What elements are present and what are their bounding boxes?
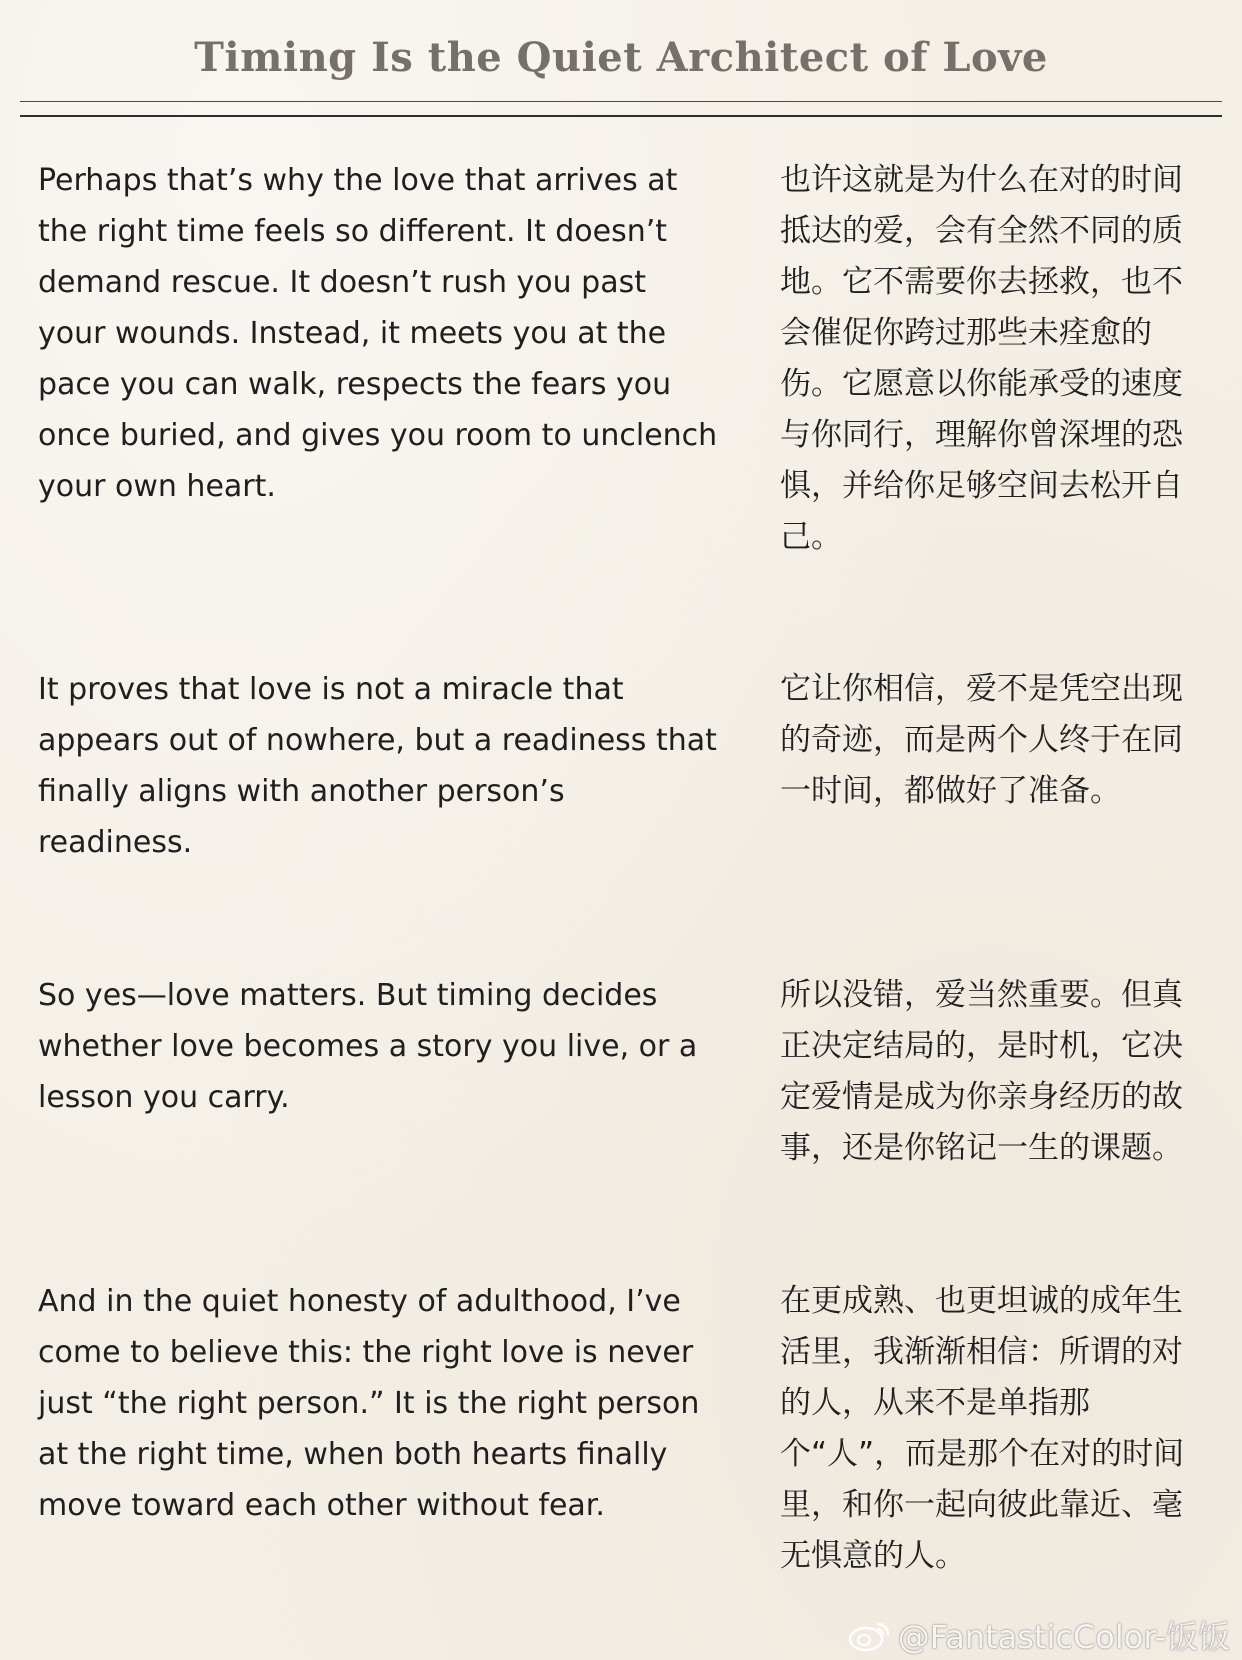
chinese-paragraph-2: 它让你相信，爱不是凭空出现的奇迹，而是两个人终于在同一时间，都做好了准备。 <box>780 671 1183 809</box>
english-paragraph-4: And in the quiet honesty of adulthood, I’ve come to believe this: the right love is never just “the right person.” It is the right person at the right time, when both hearts finally move toward each other without fear. <box>38 1284 700 1523</box>
english-paragraph-1: Perhaps that’s why the love that arrives at the right time feels so different. It doesn’t demand rescue. It doesn’t rush you past your wounds. Instead, it meets you at the pace you can walk, respects the fears you once buried, and gives you room to unclench your own heart. <box>38 163 718 504</box>
title-divider-thin <box>20 101 1222 102</box>
english-paragraph-3: So yes—love matters. But timing decides whether love becomes a story you live, or a lesson you carry. <box>38 978 698 1115</box>
page-title: Timing Is the Quiet Architect of Love <box>194 34 1048 81</box>
watermark-text: @FantasticColor-饭饭 <box>897 1618 1230 1656</box>
title-divider-thick <box>20 115 1222 117</box>
chinese-paragraph-4: 在更成熟、也更坦诚的成年生活里，我渐渐相信：所谓的对的人，从来不是单指那个“人”，而是那个在对的时间里，和你一起向彼此靠近、毫无惧意的人。 <box>780 1283 1185 1574</box>
english-paragraph-2: It proves that love is not a miracle that appears out of nowhere, but a readiness that finally aligns with another person’s readiness. <box>38 672 717 860</box>
watermark <box>848 1612 1230 1658</box>
chinese-paragraph-1: 也许这就是为什么在对的时间抵达的爱，会有全然不同的质地。它不需要你去拯救，也不会催促你跨过那些未痊愈的伤。它愿意以你能承受的速度与你同行，理解你曾深埋的恐惧，并给你足够空间去松开自己。 <box>780 162 1183 555</box>
weibo-icon <box>848 1618 892 1652</box>
chinese-paragraph-3: 所以没错，爱当然重要。但真正决定结局的，是时机，它决定爱情是成为你亲身经历的故事，还是你铭记一生的课题。 <box>780 977 1183 1166</box>
